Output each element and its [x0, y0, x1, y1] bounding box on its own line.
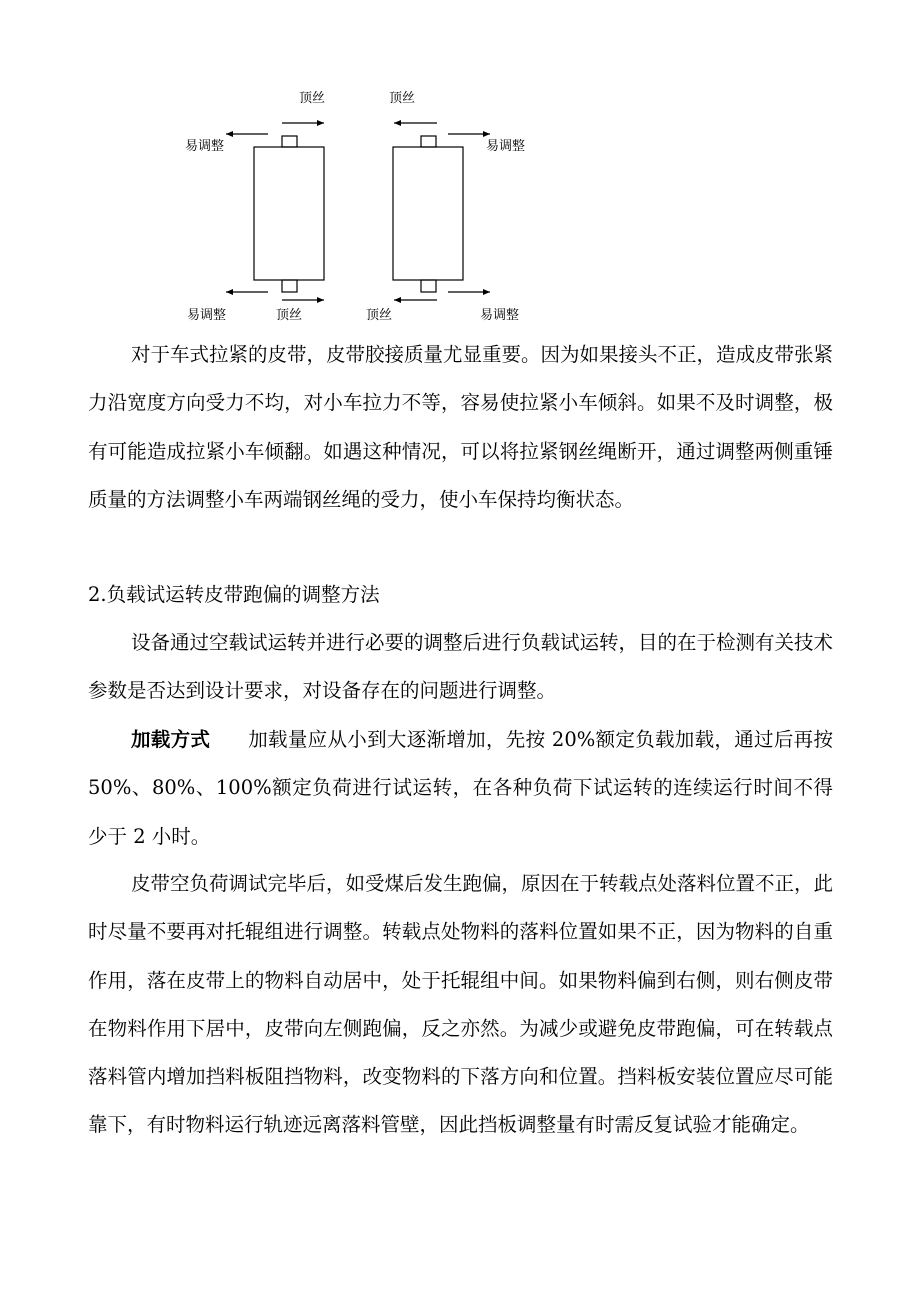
left-roller-bottom-shaft — [282, 280, 297, 292]
label-left-top-wire: 顶丝 — [299, 91, 326, 106]
loading-method-label: 加载方式 — [131, 728, 211, 751]
section-heading-2: 2.负载试运转皮带跑偏的调整方法 — [88, 583, 380, 606]
label-right-bottom-wire: 顶丝 — [366, 308, 393, 323]
left-roller-top-shaft — [282, 136, 297, 147]
loading-method-body: 加载量应从小到大逐渐增加，先按 20%额定负载加载，通过后再按 50%、80%、100%额定负荷进行试运转，在各种负荷下试运转的连续运行时间不得少于 2 小时。 — [88, 728, 833, 848]
paragraph-loading-method — [88, 716, 833, 861]
right-roller-top-shaft — [421, 136, 436, 147]
paragraph-tension-trolley: 对于车式拉紧的皮带，皮带胶接质量尤显重要。因为如果接头不正，造成皮带张紧力沿宽度方向受力不均，对小车拉力不等，容易使拉紧小车倾斜。如果不及时调整，极有可能造成拉紧小车倾翻。如遇这种情况，可以将拉紧钢丝绳断开，通过调整两侧重锤质量的方法调整小车两端钢丝绳的受力，使小车保持均衡状态。 — [88, 343, 834, 511]
roller-adjustment-diagram — [0, 0, 920, 340]
label-right-top-wire: 顶丝 — [389, 91, 416, 106]
label-right-top-easy: 易调整 — [486, 139, 526, 154]
right-roller-body — [393, 147, 463, 280]
label-left-bottom-wire: 顶丝 — [276, 308, 303, 323]
left-roller-body — [254, 147, 324, 280]
paragraph-load-test-purpose: 设备通过空载试运转并进行必要的调整后进行负载试运转，目的在于检测有关技术参数是否达到设计要求，对设备存在的问题进行调整。 — [88, 631, 834, 703]
label-left-top-easy: 易调整 — [185, 139, 225, 154]
paragraph-deviation-adjustment: 皮带空负荷调试完毕后，如受煤后发生跑偏，原因在于转载点处落料位置不正，此时尽量不要再对托辊组进行调整。转载点处物料的落料位置如果不正，因为物料的自重作用，落在皮带上的物料自动居中，处于托辊组中间。如果物料偏到右侧，则右侧皮带在物料作用下居中，皮带向左侧跑偏，反之亦然。为减少或避免皮带跑偏，可在转载点落料管内增加挡料板阻挡物料，改变物料的下落方向和位置。挡料板安装位置应尽可能靠下，有时物料运行轨迹远离落料管壁，因此挡板调整量有时需反复试验才能确定。 — [88, 872, 834, 1137]
label-left-bottom-easy: 易调整 — [187, 308, 227, 323]
label-right-bottom-easy: 易调整 — [480, 308, 520, 323]
right-roller-bottom-shaft — [421, 280, 436, 292]
roller-diagram-svg — [0, 0, 920, 340]
